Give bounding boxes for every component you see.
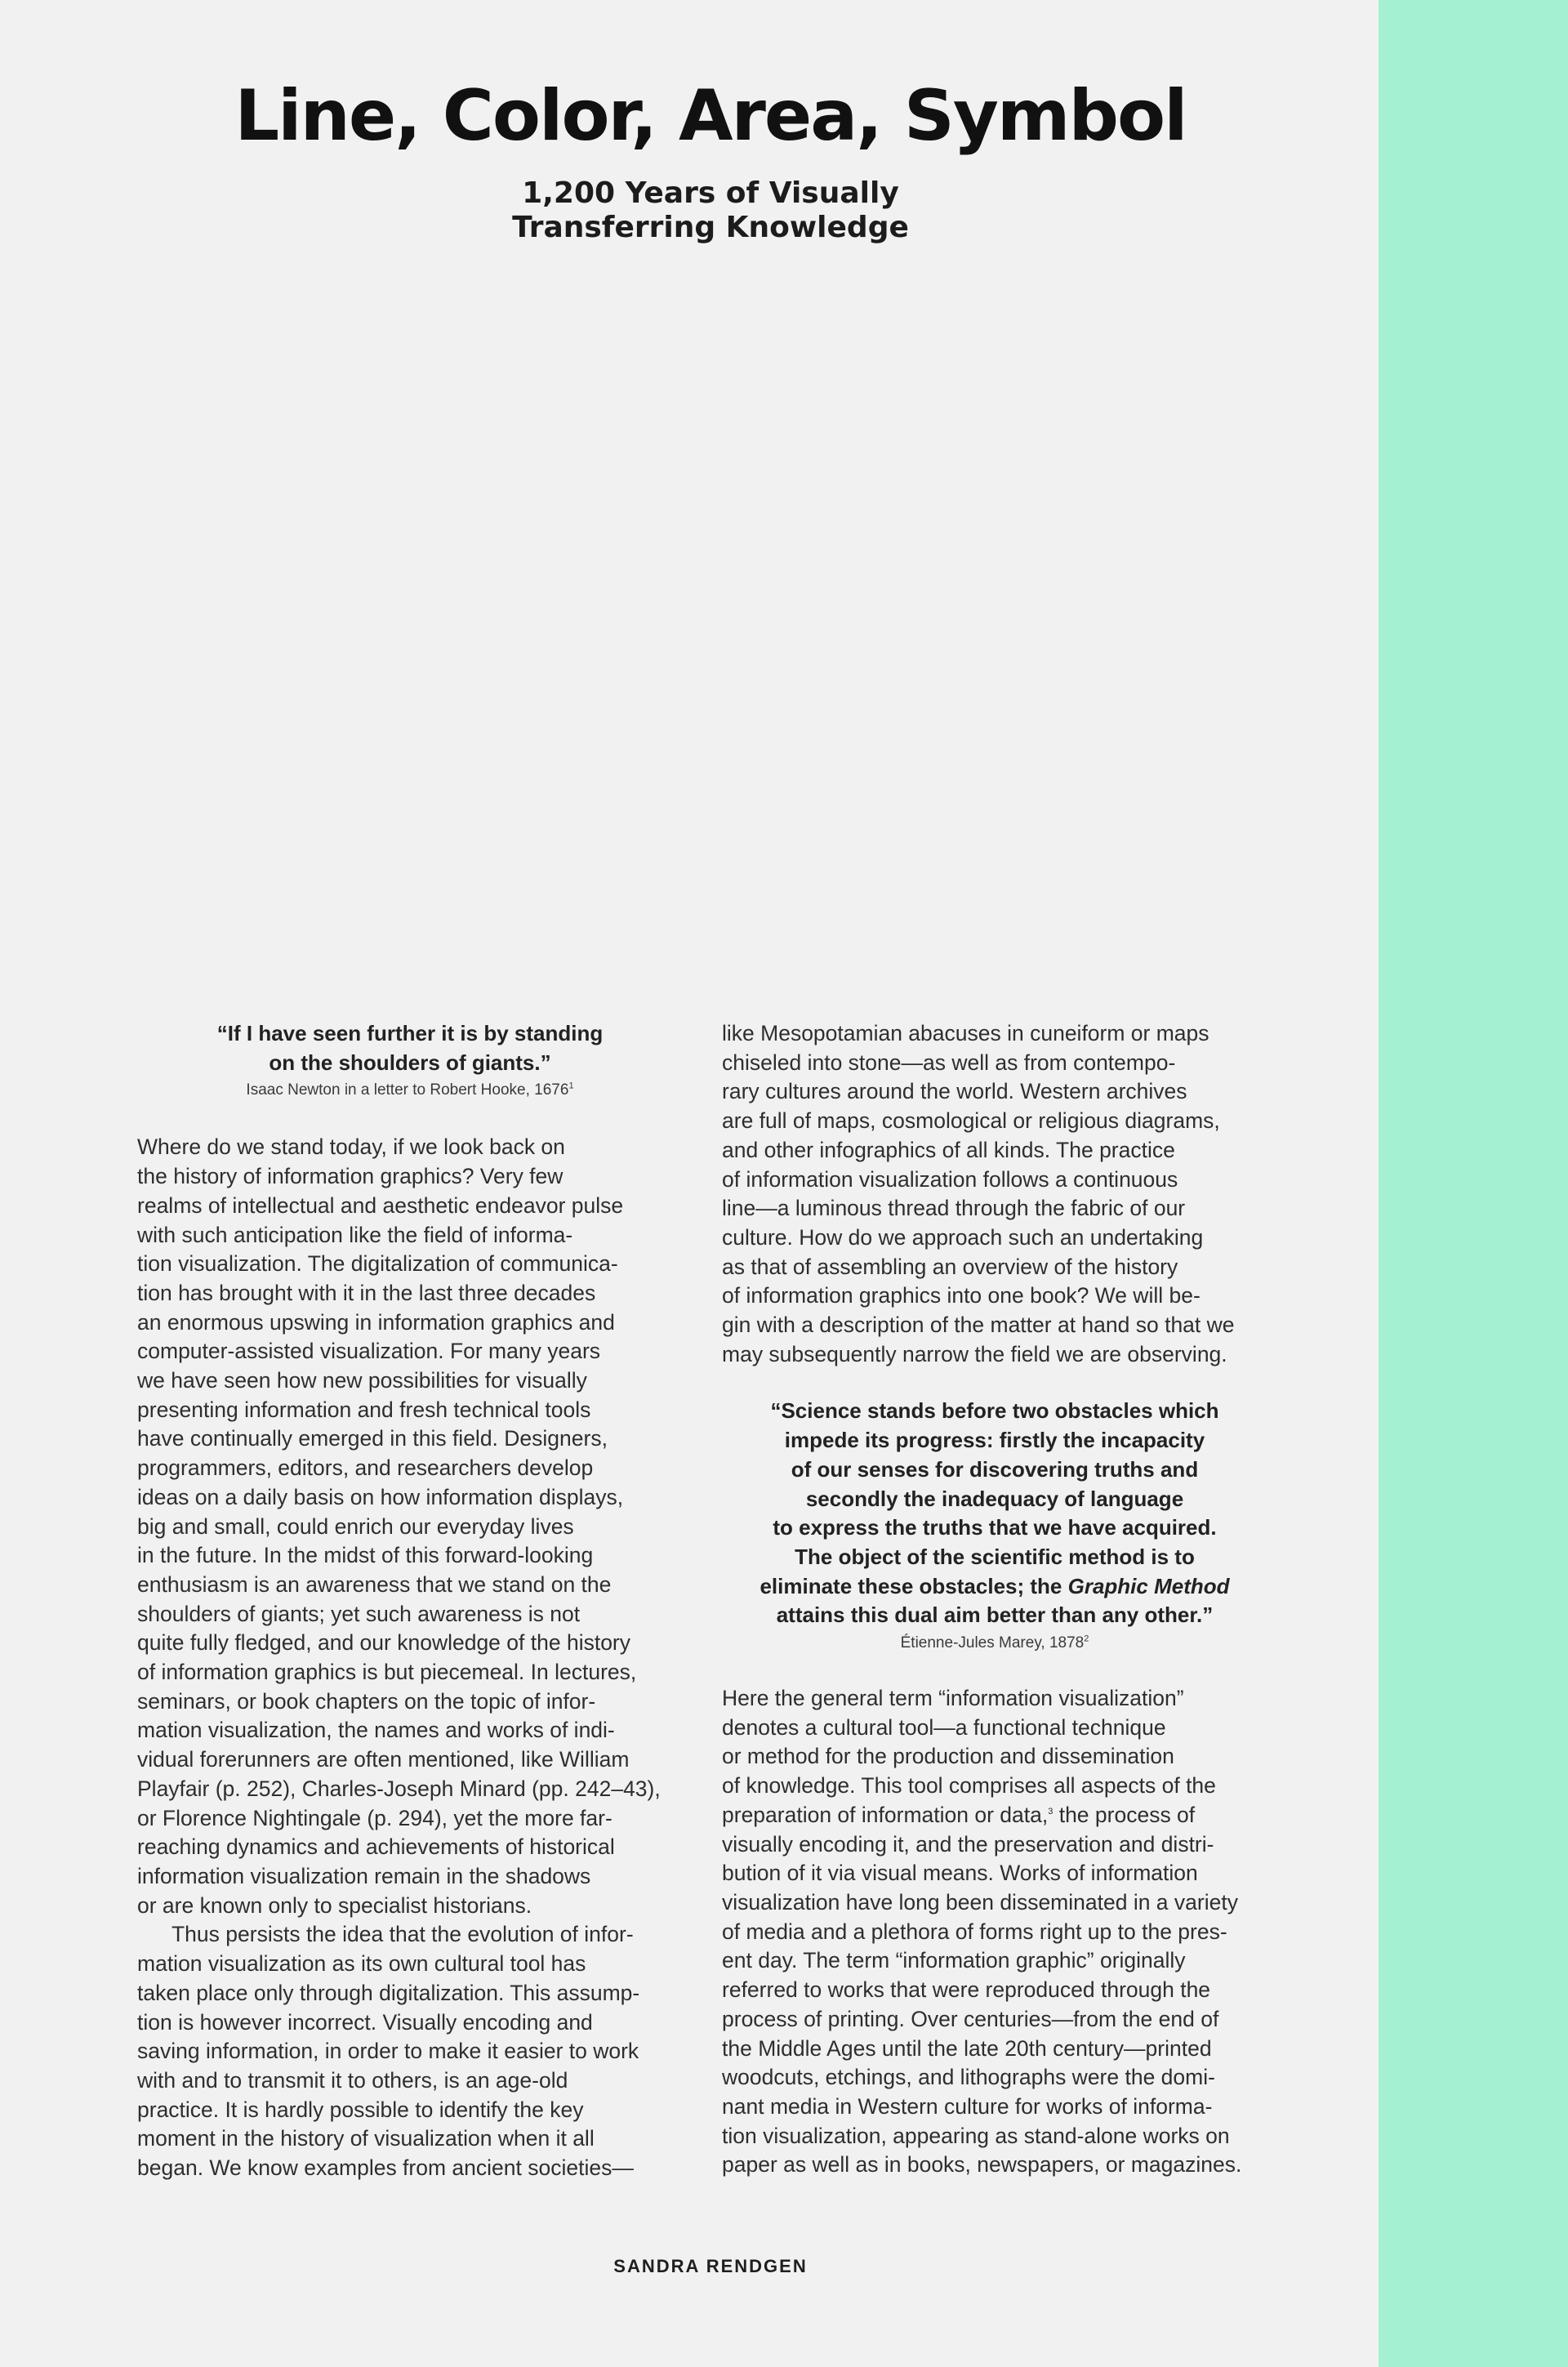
text-line: visualization have long been disseminated in a variety (722, 1889, 1238, 1915)
text-line: woodcuts, etchings, and lithographs were the domi- (722, 2065, 1215, 2090)
text-line: of information visualization follows a continuous (722, 1166, 1178, 1192)
text-line: visually encoding it, and the preservation and distri- (722, 1831, 1214, 1857)
text-line: or Florence Nightingale (p. 294), yet the more far- (137, 1805, 612, 1830)
text-line: tion visualization, appearing as stand-alone works on (722, 2123, 1230, 2148)
quote-attribution (137, 1077, 683, 1103)
text-line: enthusiasm is an awareness that we stand on the (137, 1571, 612, 1597)
quote-line: impede its progress: firstly the incapacity (784, 1428, 1205, 1453)
quote-line: “Science stands before two obstacles which (770, 1398, 1219, 1424)
footnote-ref: 1 (568, 1081, 574, 1092)
text-line: mation visualization, the names and works of indi- (137, 1718, 615, 1743)
text-line: or are known only to specialist historians. (137, 1892, 532, 1918)
footnote-ref: 2 (1084, 1634, 1089, 1644)
text-line: of media and a plethora of forms right up to the pres- (722, 1919, 1227, 1944)
text-line: bution of it via visual means. Works of information (722, 1861, 1198, 1886)
text-line: rary cultures around the world. Western archives (722, 1079, 1187, 1104)
text-line: tion has brought with it in the last three decades (137, 1280, 596, 1305)
text-line: quite fully fledged, and our knowledge of the history (137, 1630, 631, 1656)
right-column (722, 1019, 1267, 2180)
attribution-text: Étienne-Jules Marey, 1878 (900, 1634, 1085, 1652)
text-line: we have seen how new possibilities for visually (137, 1368, 587, 1393)
text-line: with and to transmit it to others, is an age-old (137, 2067, 568, 2093)
text-line: referred to works that were reproduced through the (722, 1977, 1211, 2003)
body-paragraph (137, 1920, 683, 2182)
text-line: of knowledge. This tool comprises all aspects of the (722, 1773, 1216, 1799)
body-paragraph (722, 1019, 1267, 1369)
text-line: as that of assembling an overview of the history (722, 1254, 1178, 1279)
marey-quote (722, 1397, 1267, 1630)
text-span: preparation of information or data, (722, 1802, 1049, 1827)
text-line: paper as well as in books, newspapers, or magazines. (722, 2152, 1242, 2178)
text-line: chiseled into stone—as well as from contempo- (722, 1050, 1176, 1075)
text-line: ent day. The term “information graphic” originally (722, 1948, 1186, 1973)
text-line: seminars, or book chapters on the topic of infor- (137, 1688, 596, 1714)
text-line: Where do we stand today, if we look back on (137, 1134, 565, 1160)
body-paragraph (137, 1133, 683, 1920)
page-edge-accent (1379, 0, 1568, 2367)
quote-line: “If I have seen further it is by standing (216, 1021, 604, 1045)
text-line: tion visualization. The digitalization of communica- (137, 1251, 618, 1277)
quote-line: secondly the inadequacy of language (805, 1486, 1184, 1511)
page-title: Line, Color, Area, Symbol (234, 75, 1187, 157)
quote-text: eliminate these obstacles; the (760, 1573, 1068, 1598)
text-line: with such anticipation like the field of informa- (137, 1222, 573, 1247)
text-line: computer-assisted visualization. For many years (137, 1339, 601, 1364)
text-line: began. We know examples from ancient societies— (137, 2155, 634, 2181)
text-line: tion is however incorrect. Visually encoding and (137, 2009, 593, 2035)
newton-quote (137, 1019, 683, 1077)
text-line: and other infographics of all kinds. The practice (722, 1137, 1175, 1162)
body-paragraph (722, 1684, 1267, 2180)
text-line: like Mesopotamian abacuses in cuneiform or maps (722, 1021, 1209, 1045)
text-line: have continually emerged in this field. Designers, (137, 1426, 608, 1451)
quote-line: to express the truths that we have acquired. (773, 1515, 1217, 1540)
text-line: practice. It is hardly possible to identify the key (137, 2097, 584, 2122)
text-line: of information graphics into one book? We will be- (722, 1283, 1200, 1308)
text-line: may subsequently narrow the field we are observing. (722, 1341, 1227, 1366)
text-line: information visualization remain in the shadows (137, 1863, 591, 1888)
text-line: Playfair (p. 252), Charles-Joseph Minard (pp. 242–43), (137, 1776, 661, 1801)
quote-line: attains this dual aim better than any other.” (776, 1603, 1214, 1628)
text-line: line—a luminous thread through the fabric of our (722, 1196, 1186, 1221)
text-line: Thus persists the idea that the evolution of infor- (172, 1922, 634, 1947)
quote-line: of our senses for discovering truths and (791, 1456, 1199, 1482)
text-line: ideas on a daily basis on how information displays, (137, 1484, 624, 1509)
text-line: in the future. In the midst of this forward-looking (137, 1543, 594, 1568)
text-line: vidual forerunners are often mentioned, like William (137, 1747, 630, 1772)
text-line: of information graphics is but piecemeal. In lectures, (137, 1660, 637, 1685)
text-line: realms of intellectual and aesthetic endeavor pulse (137, 1192, 624, 1218)
text-line: culture. How do we approach such an undertaking (722, 1224, 1204, 1250)
quote-line: The object of the scientific method is to (795, 1544, 1195, 1569)
text-line: programmers, editors, and researchers develop (137, 1455, 594, 1481)
quote-line (722, 1572, 1267, 1602)
text-line: an enormous upswing in information graphics and (137, 1309, 615, 1335)
text-line: saving information, in order to make it easier to work (137, 2039, 639, 2064)
text-line: taken place only through digitalization. This assump- (137, 1980, 640, 2005)
subtitle-line: Transferring Knowledge (512, 211, 909, 244)
text-line: mation visualization as its own cultural tool has (137, 1951, 586, 1977)
text-line: or method for the production and dissemination (722, 1744, 1174, 1769)
attribution-text: Isaac Newton in a letter to Robert Hooke, 1676 (246, 1081, 569, 1099)
footnote-ref: 3 (1048, 1807, 1054, 1817)
text-span: the process of (1053, 1802, 1196, 1827)
text-line: presenting information and fresh technical tools (137, 1397, 591, 1422)
text-line: gin with a description of the matter at hand so that we (722, 1313, 1235, 1338)
subtitle-line: 1,200 Years of Visually (522, 176, 899, 210)
text-line: nant media in Western culture for works of informa- (722, 2093, 1213, 2119)
text-line: the Middle Ages until the late 20th century—printed (722, 2035, 1212, 2061)
text-line (722, 1801, 1267, 1830)
page-subtitle (0, 176, 1421, 245)
quote-line: on the shoulders of giants.” (269, 1050, 551, 1075)
text-line: moment in the history of visualization when it all (137, 2126, 595, 2151)
text-line: process of printing. Over centuries—from the end of (722, 2006, 1219, 2031)
text-line: are full of maps, cosmological or religious diagrams, (722, 1108, 1220, 1134)
text-line: reaching dynamics and achievements of historical (137, 1834, 615, 1860)
quote-attribution (722, 1630, 1267, 1656)
author-byline: SANDRA RENDGEN (613, 2256, 808, 2276)
quote-italic-term: Graphic Method (1067, 1573, 1230, 1598)
left-column (137, 1019, 683, 2183)
text-line: denotes a cultural tool—a functional technique (722, 1714, 1166, 1740)
text-line: shoulders of giants; yet such awareness is not (137, 1601, 581, 1626)
text-line: Here the general term “information visualization” (722, 1686, 1184, 1711)
text-line: big and small, could enrich our everyday lives (137, 1513, 574, 1539)
text-line: the history of information graphics? Very few (137, 1164, 564, 1189)
